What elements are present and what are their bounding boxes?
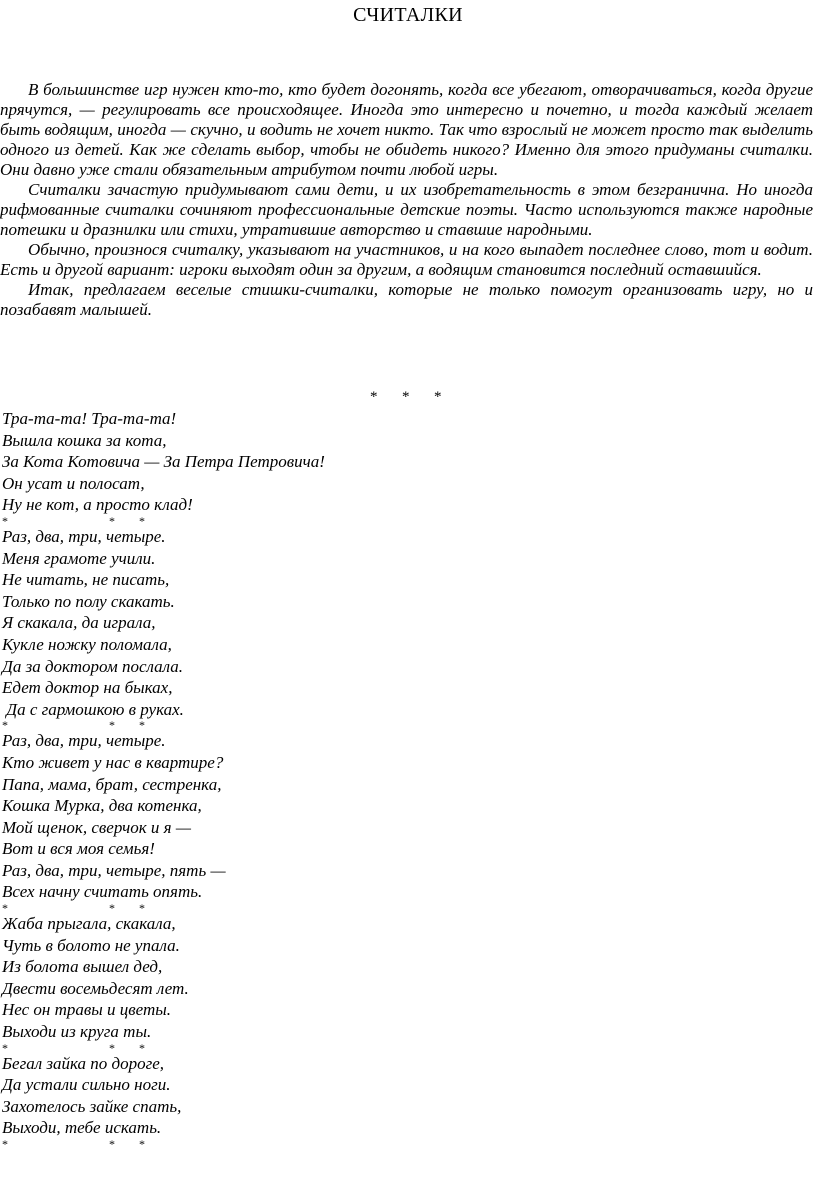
star-mark: *	[370, 389, 378, 405]
star-mark: *	[2, 1040, 8, 1055]
star-mark: *	[139, 513, 145, 528]
poem-line: Раз, два, три, четыре.	[2, 731, 166, 751]
poem-separator	[2, 901, 702, 916]
poem-separator	[2, 1139, 702, 1149]
star-mark: *	[139, 1137, 145, 1151]
poem-line: Да устали сильно ноги.	[2, 1075, 171, 1095]
page-title: СЧИТАЛКИ	[353, 4, 463, 26]
poem-line: Тра-та-та! Тра-та-та!	[2, 409, 177, 428]
poem-line: Вышла кошка за кота,	[2, 430, 167, 450]
star-mark: *	[2, 901, 8, 916]
poem-line: За Кота Котовича — За Петра Петровича!	[2, 452, 325, 472]
poem-line: Чуть в болото не упала.	[2, 935, 180, 955]
poem	[2, 1053, 702, 1139]
poem	[2, 408, 702, 516]
poem-line: Да с гармошкою в руках.	[2, 699, 184, 719]
poem-separator	[2, 1040, 702, 1055]
section-separator	[370, 389, 466, 406]
poem-line: Кукле ножку поломала,	[2, 634, 172, 654]
intro-paragraph: Итак, предлагаем веселые стишки-считалки, которые не только помогут организовать игру, но и позабавят малышей.	[0, 280, 813, 319]
poem-line: Он усат и полосат,	[2, 473, 145, 493]
star-mark: *	[2, 718, 8, 733]
poem-line: Едет доктор на быках,	[2, 678, 173, 698]
star-mark: *	[139, 1040, 145, 1055]
poem-line: Папа, мама, брат, сестренка,	[2, 774, 222, 794]
poems-list	[2, 408, 702, 1149]
poem-line: Да за доктором послала.	[2, 656, 184, 676]
star-mark: *	[402, 389, 410, 405]
star-mark: *	[2, 513, 8, 528]
star-mark: *	[109, 1137, 115, 1151]
intro-paragraph: В большинстве игр нужен кто-то, кто будет догонять, когда все убегают, отворачиваться, когда другие прячутся, — регулировать все происходящее. Иногда это интересно и почетно, и тогда каждый желает быть водящим, иногда — скучно, и водить не хочет никто. Так что взрослый не может просто так выделить одного из детей. Как же сделать выбор, чтобы не обидеть никого? Именно для этого придуманы считалки. Они давно уже стали обязательным атрибутом почти любой игры.	[0, 80, 813, 179]
intro-paragraph: Считалки зачастую придумывают сами дети, и их изобретательность в этом безгранична. Но иногда рифмованные считалки сочиняют профессиональные детские поэты. Часто используются также народные потешки и дразнилки или стихи, утратившие авторство и ставшие народными.	[0, 180, 813, 239]
poem-line: Из болота вышел дед,	[2, 957, 163, 977]
poem-line: Раз, два, три, четыре.	[2, 526, 166, 546]
star-mark: *	[109, 718, 115, 733]
poem-line: Раз, два, три, четыре, пять —	[2, 860, 226, 880]
poem-line: Мой щенок, сверчок и я —	[2, 817, 191, 837]
star-mark: *	[434, 389, 442, 405]
intro-paragraph: Обычно, произнося считалку, указывают на участников, и на кого выпадет последнее слово, тот и водит. Есть и другой вариант: игроки выходят один за другим, а водящим становится последний оставшийся.	[0, 240, 813, 279]
poem-line: Я скакала, да играла,	[2, 613, 156, 633]
poem-line: Жаба прыгала, скакала,	[2, 914, 176, 934]
poem-line: Нес он травы и цветы.	[2, 1000, 171, 1020]
poem-line: Кто живет у нас в квартире?	[2, 752, 224, 772]
poem-line: Двести восемьдесят лет.	[2, 978, 189, 998]
poem-line: Ну не кот, а просто клад!	[2, 495, 193, 515]
poem	[2, 526, 702, 720]
poem-line: Меня грамоте учили.	[2, 548, 156, 568]
poem-line: Всех начну считать опять.	[2, 882, 203, 902]
poem-line: Кошка Мурка, два котенка,	[2, 796, 202, 816]
poem	[2, 730, 702, 903]
star-mark: *	[2, 1137, 8, 1151]
poem-line: Не читать, не писать,	[2, 570, 170, 590]
star-mark: *	[109, 901, 115, 916]
star-mark: *	[139, 718, 145, 733]
poem-line: Только по полу скакать.	[2, 591, 175, 611]
star-mark: *	[109, 513, 115, 528]
poem-line: Выходи, тебе искать.	[2, 1118, 162, 1138]
intro-text	[0, 80, 813, 320]
poem-separator	[2, 513, 702, 528]
poem-line: Вот и вся моя семья!	[2, 839, 155, 859]
star-mark: *	[109, 1040, 115, 1055]
poem-line: Захотелось зайке спать,	[2, 1096, 182, 1116]
poem	[2, 913, 702, 1043]
poem-line: Выходи из круга ты.	[2, 1022, 152, 1042]
poem-line: Бегал зайка по дороге,	[2, 1053, 165, 1073]
star-mark: *	[139, 901, 145, 916]
poem-separator	[2, 718, 702, 733]
